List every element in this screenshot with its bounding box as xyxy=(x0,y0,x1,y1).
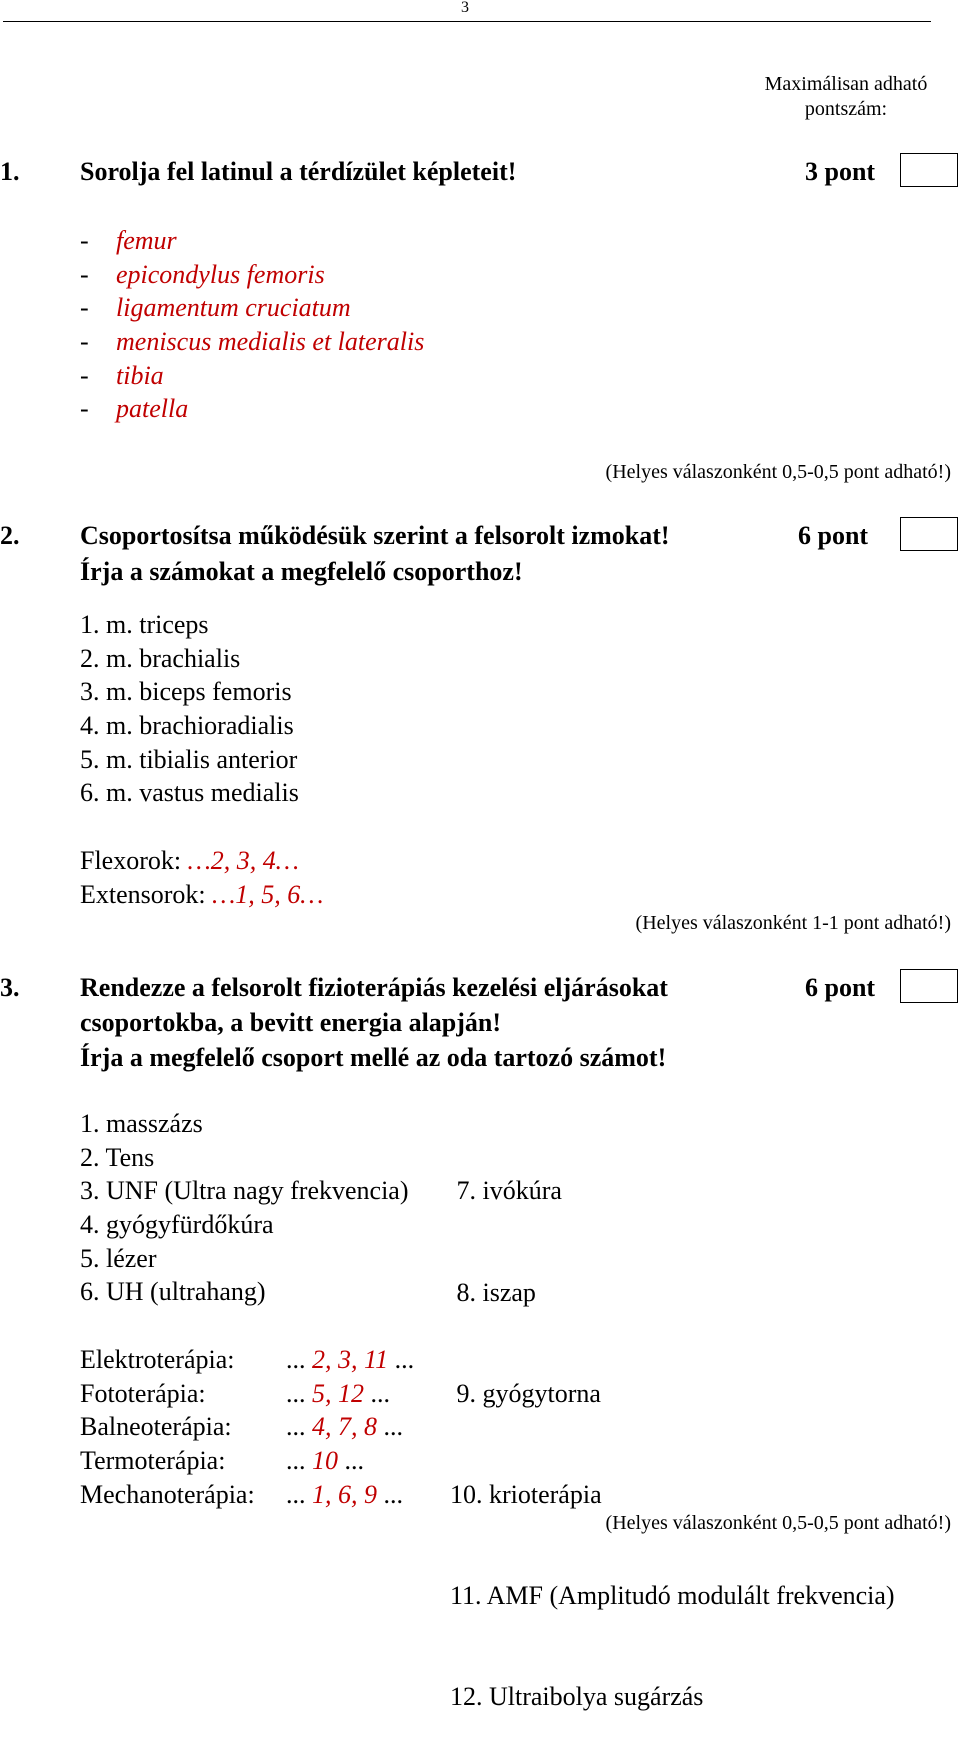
ellipsis: ... xyxy=(286,1479,312,1509)
dash: - xyxy=(80,394,89,424)
group-row xyxy=(80,1478,414,1512)
q1-answer-list xyxy=(80,224,424,426)
group-label: Termoterápia: xyxy=(80,1446,226,1476)
list-item: 3. m. biceps femoris xyxy=(80,677,292,707)
page-number: 3 xyxy=(461,0,469,16)
group-row xyxy=(80,844,323,878)
ellipsis: ... xyxy=(388,1345,415,1374)
q1-points: 3 pont xyxy=(805,157,876,186)
list-item: 2. Tens xyxy=(80,1142,155,1172)
q1-answer: ligamentum cruciatum xyxy=(116,293,351,323)
ellipsis: ... xyxy=(377,1412,403,1442)
q3-right-list xyxy=(450,1107,895,1747)
group-label: Flexorok: xyxy=(80,846,188,875)
group-label: Mechanoterápia: xyxy=(80,1479,255,1509)
q2-score-box[interactable] xyxy=(900,517,958,551)
ellipsis: … xyxy=(275,846,299,875)
q3-scoring-note: (Helyes válaszonként 0,5-0,5 pont adható!) xyxy=(605,1512,951,1534)
dash: - xyxy=(80,259,89,289)
ellipsis: … xyxy=(300,879,324,909)
ellipsis: ... xyxy=(338,1446,364,1476)
list-item: 6. m. vastus medialis xyxy=(80,778,299,808)
list-item xyxy=(80,291,424,325)
group-row xyxy=(80,1377,414,1411)
ellipsis: ... xyxy=(286,1446,312,1476)
q3-left-list xyxy=(80,1107,409,1309)
group-label: Fototerápia: xyxy=(80,1378,206,1408)
q2-prompt-line2: Írja a számokat a megfelelő csoporthoz! xyxy=(80,557,523,586)
q1-answer: epicondylus femoris xyxy=(116,259,325,289)
q2-muscle-list xyxy=(80,608,299,810)
dash: - xyxy=(80,226,89,255)
q3-number: 3. xyxy=(0,973,20,1002)
ellipsis: … xyxy=(212,879,236,909)
q1-answer: tibia xyxy=(116,360,164,390)
list-item: 10. krioterápia xyxy=(450,1479,602,1509)
list-item: 6. UH (ultrahang) xyxy=(80,1277,266,1307)
q3-prompt-line3: Írja a megfelelő csoport mellé az oda tartozó számot! xyxy=(80,1043,667,1072)
group-answer: 1, 6, 9 xyxy=(312,1479,377,1509)
q3-prompt-line1: Rendezze a felsorolt fizioterápiás kezelési eljárásokat xyxy=(80,973,668,1002)
list-item xyxy=(80,359,424,393)
list-item: 9. gyógytorna xyxy=(450,1378,601,1408)
list-item: 4. m. brachioradialis xyxy=(80,711,294,741)
q3-prompt-line2: csoportokba, a bevitt energia alapján! xyxy=(80,1008,502,1037)
ellipsis: ... xyxy=(286,1378,312,1408)
list-item: 5. m. tibialis anterior xyxy=(80,744,298,774)
group-row xyxy=(80,1410,414,1444)
q1-answer: patella xyxy=(116,394,189,424)
group-answer: 10 xyxy=(312,1446,338,1476)
q1-score-box[interactable] xyxy=(900,153,958,187)
q1-scoring-note: (Helyes válaszonként 0,5-0,5 pont adható!) xyxy=(605,461,951,483)
group-answer: 5, 12 xyxy=(312,1378,364,1408)
list-item xyxy=(80,224,424,258)
ellipsis: ... xyxy=(286,1412,312,1442)
list-item: 1. m. triceps xyxy=(80,610,209,639)
dash: - xyxy=(80,293,89,323)
q2-number: 2. xyxy=(0,521,20,550)
group-answer: 2, 3, 11 xyxy=(312,1345,389,1374)
group-row xyxy=(80,878,323,912)
dash: - xyxy=(80,327,89,357)
q3-score-box[interactable] xyxy=(900,969,958,1003)
q2-prompt-line1: Csoportosítsa működésük szerint a felsorolt izmokat! xyxy=(80,521,670,550)
list-item: 3. UNF (Ultra nagy frekvencia) xyxy=(80,1176,409,1206)
q1-answer: femur xyxy=(116,226,177,255)
list-item: 7. ivókúra xyxy=(450,1176,562,1206)
q3-groups xyxy=(80,1343,414,1511)
list-item: 5. lézer xyxy=(80,1243,157,1273)
q2-groups xyxy=(80,844,323,911)
group-answer: 1, 5, 6 xyxy=(235,879,301,909)
group-label: Extensorok: xyxy=(80,879,213,909)
list-item: 8. iszap xyxy=(450,1277,536,1307)
list-item xyxy=(80,258,424,292)
q2-scoring-note: (Helyes válaszonként 1-1 pont adható!) xyxy=(635,912,951,934)
list-item: 11. AMF (Amplitudó modulált frekvencia) xyxy=(450,1580,895,1610)
group-row xyxy=(80,1343,414,1377)
list-item: 1. masszázs xyxy=(80,1109,203,1138)
ellipsis: ... xyxy=(377,1479,403,1509)
list-item: 4. gyógyfürdőkúra xyxy=(80,1210,274,1240)
group-answer: 2, 3, 4 xyxy=(210,846,276,875)
top-rule xyxy=(3,21,931,22)
q1-prompt: Sorolja fel latinul a térdízület képleteit! xyxy=(80,157,517,186)
ellipsis: ... xyxy=(286,1345,312,1374)
q2-points: 6 pont xyxy=(798,521,869,550)
max-points-header: Maximálisan adható pontszám: xyxy=(764,73,928,120)
dash: - xyxy=(80,360,89,390)
ellipsis: ... xyxy=(364,1378,390,1408)
list-item xyxy=(80,325,424,359)
group-label: Elektroterápia: xyxy=(80,1345,235,1374)
group-label: Balneoterápia: xyxy=(80,1412,232,1442)
list-item: 2. m. brachialis xyxy=(80,643,241,673)
group-row xyxy=(80,1444,414,1478)
list-item xyxy=(80,392,424,426)
ellipsis: … xyxy=(187,846,211,875)
q1-answer: meniscus medialis et lateralis xyxy=(116,327,425,357)
q1-number: 1. xyxy=(0,157,20,186)
list-item: 12. Ultraibolya sugárzás xyxy=(450,1681,704,1711)
group-answer: 4, 7, 8 xyxy=(312,1412,377,1442)
q3-points: 6 pont xyxy=(805,973,876,1002)
